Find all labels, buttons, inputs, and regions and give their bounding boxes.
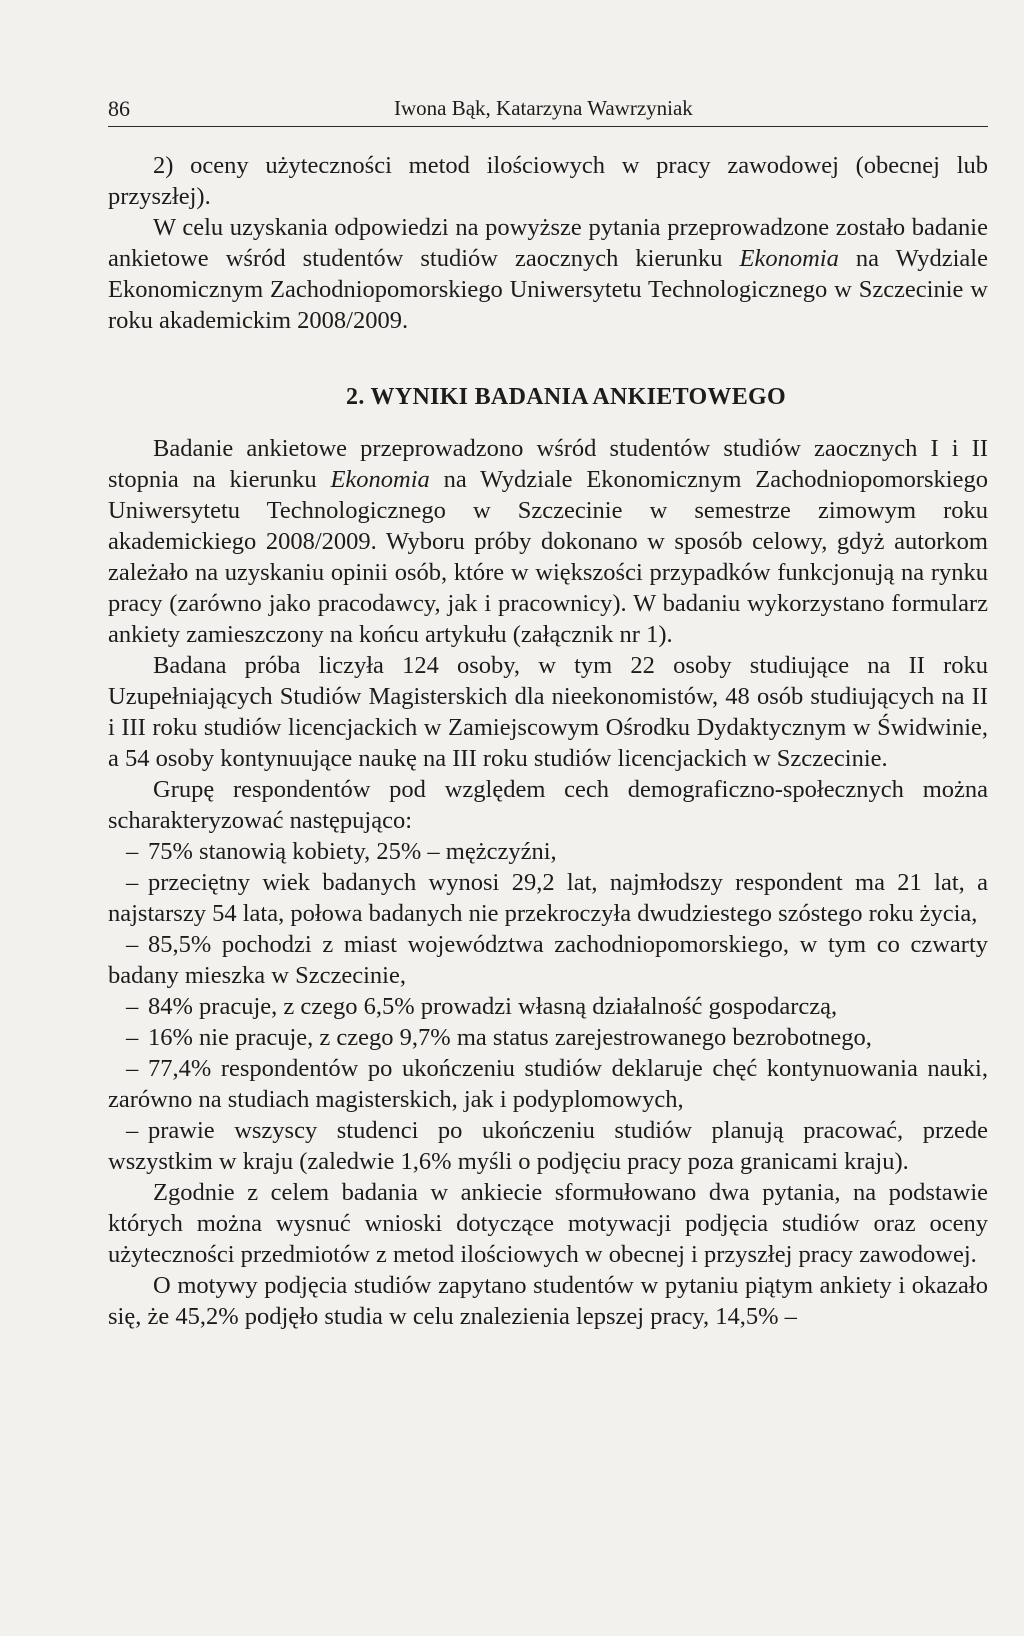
paragraph-text: na Wydziale Ekonomicznym Zachodniopomorskiego Uniwersytetu Technologicznego w Szczecinie w semestrze zimowym roku akademickiego 2008/2009. Wyboru próby dokonano w sposób celowy, gdyż autorkom zależało na uzyskaniu opinii osób, które w większości przypadków funkcjonują na rynku pracy (zarówno jako pracodawcy, jak i pracownicy). W badaniu wykorzystano formularz ankiety zamieszczony na końcu artykułu (załącznik nr 1).: [108, 466, 988, 648]
list-item-text: 75% stanowią kobiety, 25% – mężczyźni,: [148, 838, 557, 865]
list-item: – prawie wszyscy studenci po ukończeniu studiów planują pracować, przede wszystkim w kraju (zaledwie 1,6% myśli o podjęciu pracy poza granicami kraju).: [108, 1117, 988, 1175]
list-item-text: 16% nie pracuje, z czego 9,7% ma status zarejestrowanego bezrobotnego,: [148, 1024, 872, 1051]
list-item: – 85,5% pochodzi z miast województwa zachodniopomorskiego, w tym co czwarty badany mieszka w Szczecinie,: [108, 931, 988, 989]
page-header: [108, 88, 988, 127]
paragraph: Grupę respondentów pod względem cech demograficzno-społecznych można scharakteryzować następująco:: [108, 776, 988, 834]
paragraph: Zgodnie z celem badania w ankiecie sformułowano dwa pytania, na podstawie których można wysnuć wnioski dotyczące motywacji podjęcia studiów oraz oceny użyteczności przedmiotów z metod ilościowych w obecnej i przyszłej pracy zawodowej.: [108, 1179, 988, 1268]
section-heading: 2. WYNIKI BADANIA ANKIETOWEGO: [346, 384, 786, 410]
list-item-text: 77,4% respondentów po ukończeniu studiów deklaruje chęć kontynuowania nauki, zarówno na studiach magisterskich, jak i podyplomowych,: [108, 1055, 988, 1113]
page-number: 86: [108, 96, 130, 121]
list-item: – 75% stanowią kobiety, 25% – mężczyźni,: [126, 838, 557, 865]
list-item-text: przeciętny wiek badanych wynosi 29,2 lat, najmłodszy respondent ma 21 lat, a najstarszy 54 lata, połowa badanych nie przekroczyła dwudziestego szóstego roku życia,: [108, 869, 988, 927]
italic-term: Ekonomia: [739, 245, 839, 272]
paragraph: Badana próba liczyła 124 osoby, w tym 22 osoby studiujące na II roku Uzupełniających Studiów Magisterskich dla nieekonomistów, 48 osób studiujących na II i III roku studiów licencjackich w Zamiejscowym Ośrodku Dydaktycznym w Świdwinie, a 54 osoby kontynuujące naukę na III roku studiów licencjackich w Szczecinie.: [108, 652, 988, 772]
list-item: – 77,4% respondentów po ukończeniu studiów deklaruje chęć kontynuowania nauki, zarówno na studiach magisterskich, jak i podyplomowych,: [108, 1055, 988, 1113]
running-title: Iwona Bąk, Katarzyna Wawrzyniak: [394, 96, 693, 120]
list-item-text: 85,5% pochodzi z miast województwa zachodniopomorskiego, w tym co czwarty badany mieszka w Szczecinie,: [108, 931, 988, 989]
page-content: [108, 150, 988, 1332]
list-item: – 84% pracuje, z czego 6,5% prowadzi własną działalność gospodarczą,: [126, 993, 838, 1020]
list-item-continuation: 2) oceny użyteczności metod ilościowych w pracy zawodowej (obecnej lub przyszłej).: [108, 152, 988, 210]
paragraph-text: Badanie ankietowe przeprowadzono wśród studentów studiów zaocznych I i II stopnia na kierunku: [108, 435, 988, 493]
list-item: – 16% nie pracuje, z czego 9,7% ma status zarejestrowanego bezrobotnego,: [126, 1024, 872, 1051]
list-item: – przeciętny wiek badanych wynosi 29,2 lat, najmłodszy respondent ma 21 lat, a najstarszy 54 lata, połowa badanych nie przekroczyła dwudziestego szóstego roku życia,: [108, 869, 988, 927]
paragraph: [108, 212, 988, 336]
paragraph-text: na Wydziale Ekonomicznym Zachodniopomorskiego Uniwersytetu Technologicznego w Szczecinie w roku akademickim 2008/2009.: [108, 245, 988, 334]
paragraph-text: W celu uzyskania odpowiedzi na powyższe pytania przeprowadzone zostało badanie ankietowe wśród studentów studiów zaocznych kierunku: [108, 214, 988, 272]
italic-term: Ekonomia: [330, 466, 430, 493]
list-item-text: 84% pracuje, z czego 6,5% prowadzi własną działalność gospodarczą,: [148, 993, 838, 1020]
paragraph: O motywy podjęcia studiów zapytano studentów w pytaniu piątym ankiety i okazało się, że 45,2% podjęło studia w celu znalezienia lepszej pracy, 14,5% –: [108, 1272, 988, 1330]
list-item-text: prawie wszyscy studenci po ukończeniu studiów planują pracować, przede wszystkim w kraju (zaledwie 1,6% myśli o podjęciu pracy poza granicami kraju).: [108, 1117, 988, 1175]
paragraph: [108, 433, 988, 650]
